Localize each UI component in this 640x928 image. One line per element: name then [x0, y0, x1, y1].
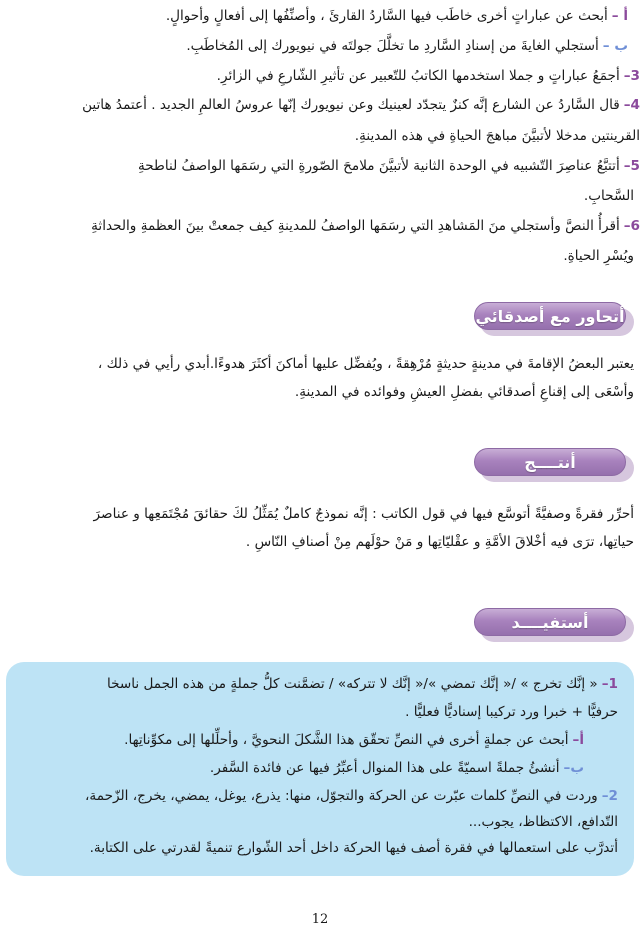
exercise-4-line-1 [82, 95, 640, 115]
produce-line-2 [246, 532, 634, 552]
exercise-mark: أ – [611, 8, 628, 24]
dialogue-line-2 [295, 382, 634, 402]
learn-item-1b [210, 758, 584, 778]
exercise-text: أتتبَّعُ عناصِرَ التّشبيه في الوحدة الثانية لأتبيَّنَ ملامحَ الصّورةِ التي رسَمَها الواصفُ لناطحةِ [137, 158, 620, 174]
paragraph-text: وأسْعَى إلى إقناعِ أصدقائي بفضلِ العيشِ وفوائده في المدينةِ. [294, 384, 634, 400]
header-pill [474, 302, 626, 330]
exercise-3 [217, 66, 640, 86]
exercise-5-line-1 [138, 156, 640, 176]
exercise-text: أجمَعُ عباراتٍ و جملا استخدمها الكاتبُ للتّعبير عن تأثيرِ الشّارعِ في الزائرِ. [216, 68, 620, 84]
exercise-text: أستجلي الغايةَ من إسنادِ السَّاردِ ما تخلَّلَ جولتَه في نيويورك إلى المُخاطَبِ. [186, 38, 599, 54]
produce-line-1 [94, 504, 634, 524]
exercise-mark: ب– [563, 760, 584, 776]
page-number: 12 [311, 912, 329, 927]
section-header-dialogue [474, 302, 634, 334]
exercise-text: ويُسْرِ الحياةِ. [563, 248, 634, 264]
learn-item-2-line-1 [85, 786, 618, 806]
exercise-text: وردت في النصِّ كلمات عبّرت عن الحركة والتجوّل، منها: يذرع، يوغل، يمضي، يخرج، الزّحمة، [85, 788, 598, 804]
section-title: أتحاور مع أصدقائي [475, 306, 625, 326]
paragraph-text: أحرِّر فقرةً وصفيَّةً أتوسَّع فيها في قول الكاتب : إنَّه نموذجٌ كاملٌ يُمَثِّلُ لكَ حقائقَ مُجْتَمَعِها و عناصرَ [93, 506, 634, 522]
header-pill [474, 448, 626, 476]
exercise-text: أنشئُ جملةً اسميّةً على هذا المنوال أعبِّرُ فيها عن فائدة السَّفر. [209, 760, 560, 776]
paragraph-text: يعتبر البعضُ الإقامةَ في مدينةٍ حديثةٍ مُرْهِقةً ، ويُفضِّل عليها أماكنَ أكثَرَ هدوءًا.أبدي رأيي في ذلك ، [97, 356, 634, 372]
paragraph-text: حياتِها، ترَى فيه أخْلاقَ الأمَّةِ و عقْليّاتِها و مَنْ حوْلَهم مِنْ أصنافِ النّاسِ . [245, 534, 634, 550]
exercise-text: أتدرَّب على استعمالها في فقرة أصف فيها الحركة داخل أحد الشّوارع تنميةً لقدرتي على الكتابة. [89, 840, 618, 856]
exercise-mark: أ– [572, 732, 584, 748]
exercise-5-line-2 [584, 186, 634, 206]
exercise-text: التّدافع، الاكتظاظ، يجوب... [468, 814, 618, 830]
exercise-mark: ب – [602, 38, 628, 54]
exercise-1a [166, 6, 628, 26]
exercise-4-line-2 [355, 126, 640, 146]
exercise-1b [186, 36, 628, 56]
exercise-text: « إنَّك تخرج » /« إنَّك تمضي »/« إنَّك لا تتركه» / تضمَّنت كلُّ جملةٍ من هذه الجمل ناسخا [106, 676, 598, 692]
section-header-learn [474, 608, 634, 640]
learn-item-2-line-2 [469, 812, 618, 832]
exercise-mark: 3– [623, 68, 640, 84]
exercise-text: أبحث عن جملةٍ أخرى في النصِّ تحقّق هذا الشَّكلَ النحويَّ ، وأحلِّلها إلى مكوِّناتِها. [124, 732, 569, 748]
exercise-mark: 2– [601, 788, 618, 804]
exercise-text: حرفيًّا + خبرا ورد تركيبا إسناديًّا فعليًّا . [405, 704, 618, 720]
exercise-text: قال السَّاردُ عن الشارع إنَّه كنزٌ يتجدّد لعينيك وعن نيويورك إنّها عروسُ العالمِ الجديد . أعتمدُ هاتين [82, 97, 620, 113]
exercise-mark: 4– [623, 97, 640, 113]
learn-item-1a [124, 730, 584, 750]
learn-item-1-line-2 [405, 702, 618, 722]
exercise-text: السَّحابِ. [583, 188, 634, 204]
exercise-text: القرينتين مدخلا لأتبيَّنَ مباهجَ الحياةِ في هذه المدينةِ. [354, 128, 640, 144]
exercise-mark: 6– [623, 218, 640, 234]
section-title: أنتــــج [524, 452, 576, 472]
section-title: أستفيــــد [511, 612, 589, 632]
exercise-mark: 1– [601, 676, 618, 692]
section-header-produce [474, 448, 634, 480]
learn-item-1-line-1 [107, 674, 618, 694]
exercise-6-line-1 [91, 216, 640, 236]
exercise-text: أقرأُ النصَّ وأستجلي منَ المَشاهدِ التي رسَمَها الواصفُ للمدينةِ كيف جمعتْ بينَ العظمةِ والحداثةِ [91, 218, 620, 234]
learn-item-2-line-3 [90, 838, 618, 858]
exercise-mark: 5– [623, 158, 640, 174]
dialogue-line-1 [98, 354, 634, 374]
exercise-text: أبحث عن عباراتٍ أخرى خاطَب فيها السَّاردُ القارئَ ، وأصنِّفُها إلى أفعالٍ وأحوالٍ. [165, 8, 608, 24]
exercise-6-line-2 [563, 246, 634, 266]
header-pill [474, 608, 626, 636]
